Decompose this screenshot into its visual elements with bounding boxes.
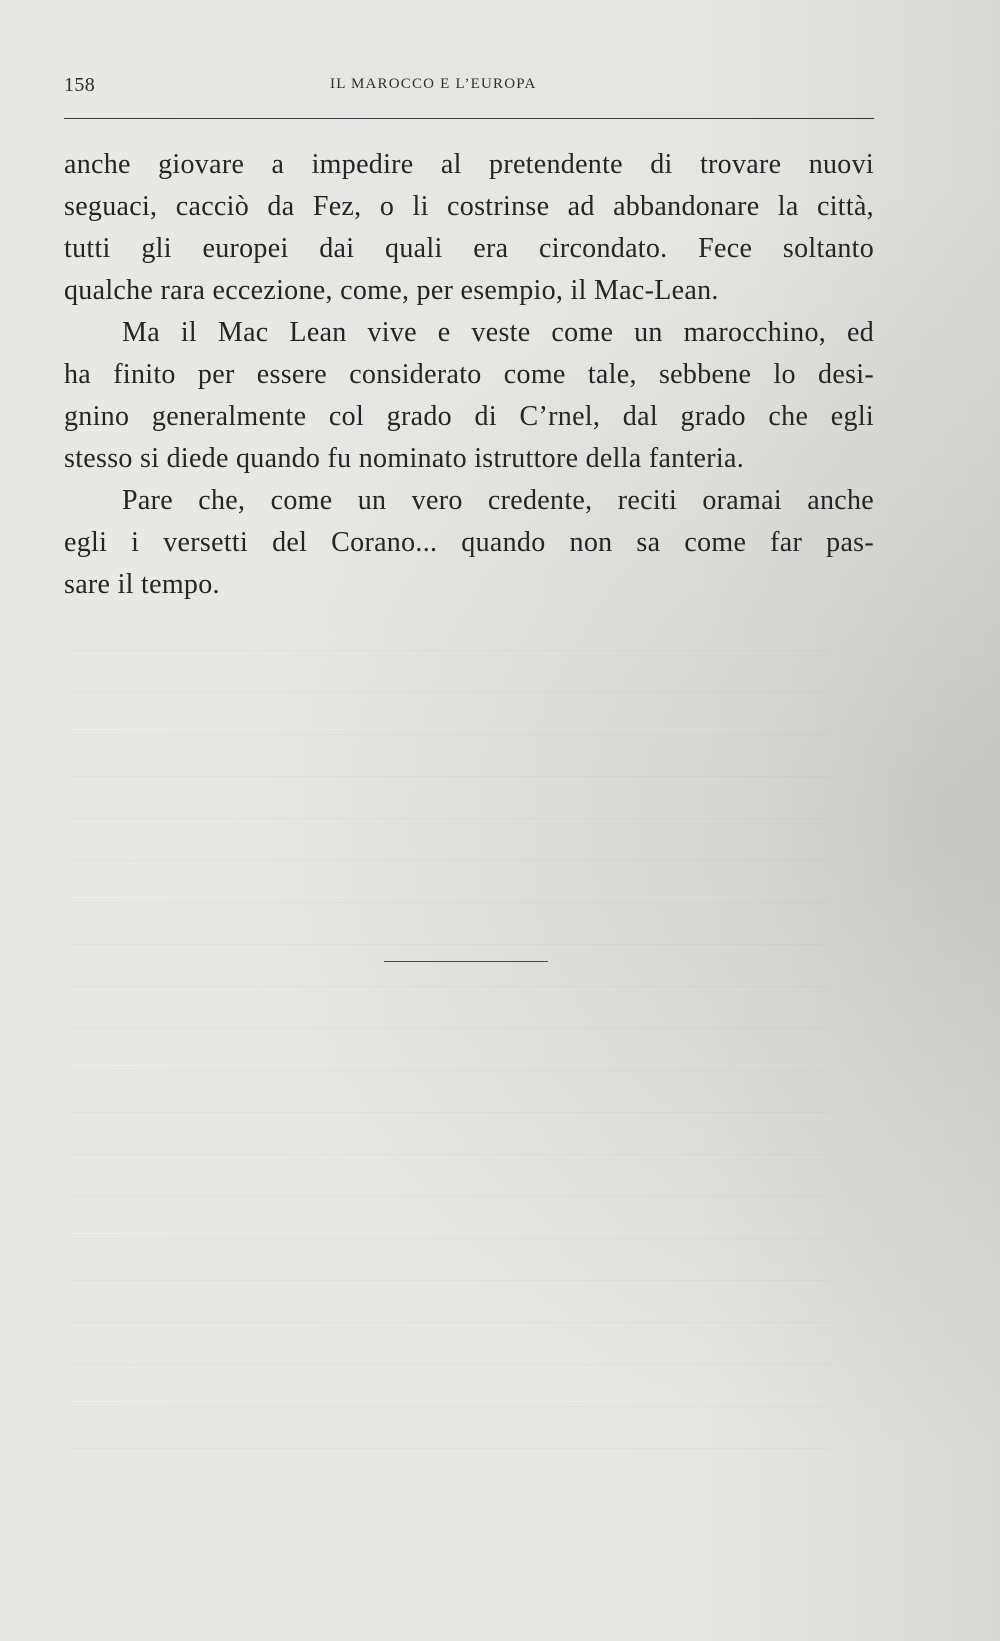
closing-rule <box>384 961 548 962</box>
page-number: 158 <box>64 74 96 96</box>
text-line: egli i versetti del Corano... quando non sa come far pas- <box>64 527 874 558</box>
text-line: anche giovare a impedire al pretendente di trovare nuovi <box>64 149 874 180</box>
show-through-texture <box>70 620 830 1480</box>
text-line: ha finito per essere considerato come tale, sebbene lo desi- <box>64 359 874 390</box>
header-rule <box>64 118 874 119</box>
text-line: tutti gli europei dai quali era circondato. Fece soltanto <box>64 233 874 264</box>
running-head <box>64 72 874 102</box>
text-line: stesso si diede quando fu nominato istruttore della fanteria. <box>64 443 745 474</box>
text-line: seguaci, cacciò da Fez, o li costrinse ad abbandonare la città, <box>64 191 874 222</box>
text-line: gnino generalmente col grado di C’rnel, dal grado che egli <box>64 401 874 432</box>
body-text <box>64 144 874 606</box>
text-line: qualche rara eccezione, come, per esempio, il Mac-Lean. <box>64 275 719 306</box>
running-title: IL MAROCCO E L’EUROPA <box>330 76 537 92</box>
paragraph-start-line: Ma il Mac Lean vive e veste come un marocchino, ed <box>122 317 874 348</box>
text-line: sare il tempo. <box>64 569 220 600</box>
paragraph-start-line: Pare che, come un vero credente, reciti oramai anche <box>122 485 874 516</box>
